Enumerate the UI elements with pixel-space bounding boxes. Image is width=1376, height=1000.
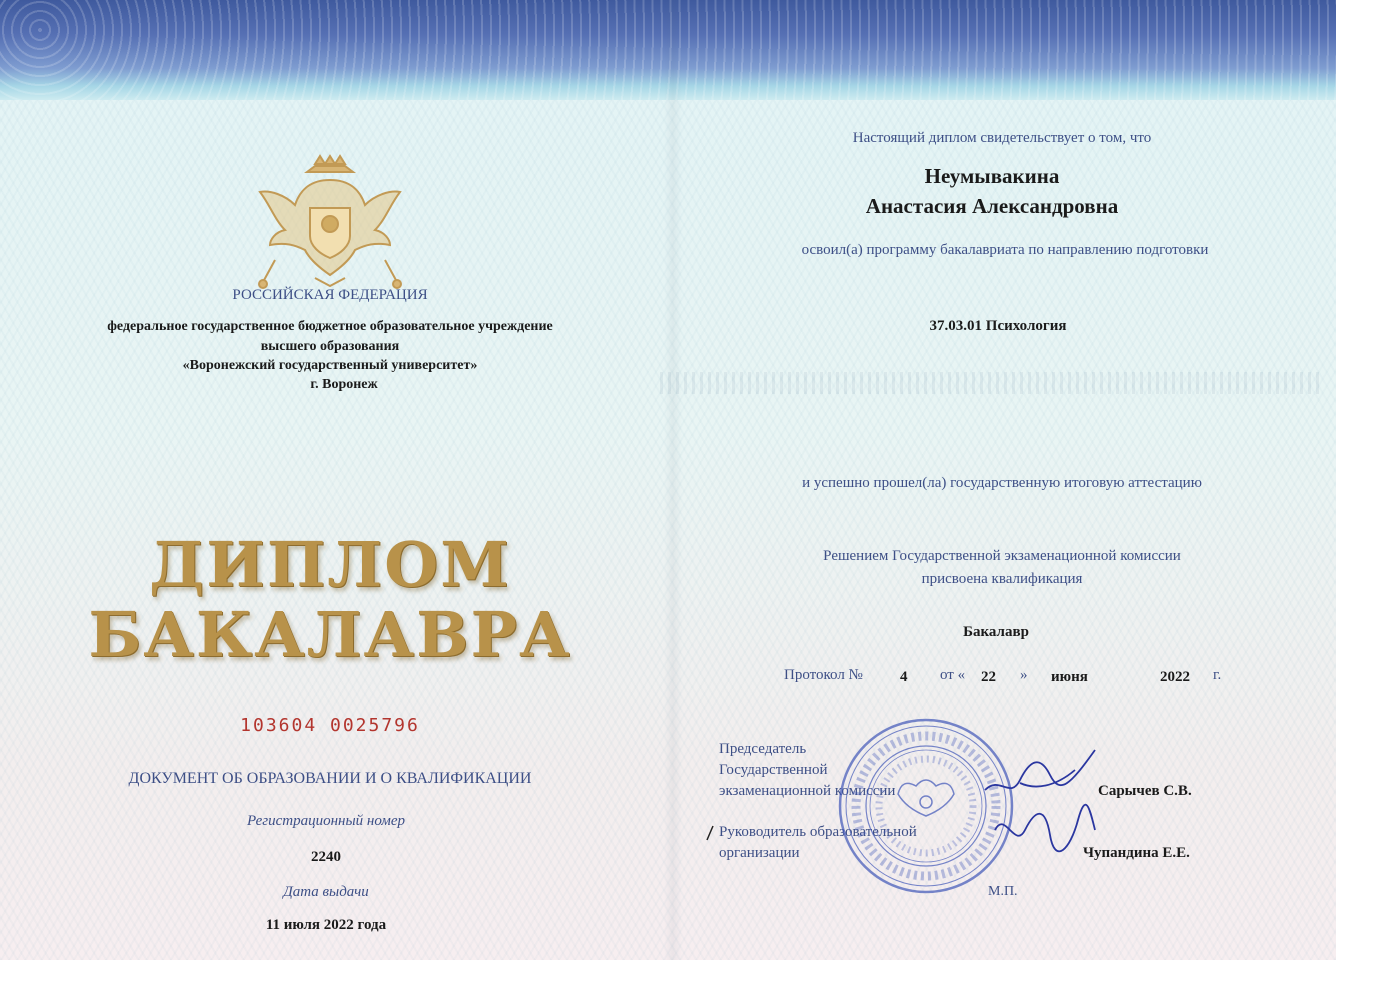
chair-title-line-2: Государственной: [719, 762, 828, 778]
chair-name: Сарычев С.В.: [1098, 783, 1192, 799]
protocol-number: 4: [900, 669, 908, 685]
document-type: ДОКУМЕНТ ОБ ОБРАЗОВАНИИ И О КВАЛИФИКАЦИИ: [128, 770, 532, 787]
margin-mark: [704, 824, 716, 842]
chair-signature: [980, 745, 1100, 805]
commission-line-1: Решением Государственной экзаменационной комиссии: [823, 548, 1181, 564]
institution-line-3: «Воронежский государственный университет»: [182, 358, 478, 373]
protocol-month: июня: [1051, 669, 1088, 685]
intro-text: Настоящий диплом свидетельствует о том, что: [852, 130, 1152, 146]
issue-date: 11 июля 2022 года: [265, 917, 387, 933]
institution-line-2: высшего образования: [260, 339, 400, 354]
attestation-text: и успешно прошел(ла) государственную итоговую аттестацию: [802, 475, 1202, 491]
protocol-from-label: от «: [940, 667, 966, 683]
seal-place-label: М.П.: [988, 884, 1018, 899]
head-name: Чупандина Е.Е.: [1083, 845, 1190, 861]
head-signature: [990, 800, 1100, 855]
serial-number: 103604 0025796: [240, 715, 420, 736]
registration-number: 2240: [311, 849, 341, 865]
head-title-line-2: организации: [719, 845, 800, 861]
issue-date-label: Дата выдачи: [283, 884, 369, 900]
specialty: 37.03.01 Психология: [929, 318, 1067, 334]
graduate-surname: Неумывакина: [924, 164, 1060, 188]
commission-line-2: присвоена квалификация: [921, 571, 1083, 587]
protocol-quote-close: »: [1020, 667, 1028, 683]
protocol-year-suffix: г.: [1213, 667, 1222, 683]
institution-line-1: федеральное государственное бюджетное образовательное учреждение: [107, 319, 553, 334]
coat-of-arms-emblem: [255, 150, 405, 290]
watermark-line: [660, 372, 1320, 394]
protocol-day: 22: [981, 669, 996, 685]
graduate-given-names: Анастасия Александровна: [865, 194, 1119, 218]
diploma-title-line-1: ДИПЛОМ: [149, 528, 511, 601]
registration-label: Регистрационный номер: [246, 813, 406, 829]
qualification: Бакалавр: [963, 624, 1029, 640]
head-title-line-1: Руководитель образовательной: [719, 824, 917, 840]
protocol-year: 2022: [1160, 669, 1190, 685]
country-name: РОССИЙСКАЯ ФЕДЕРАЦИЯ: [232, 287, 428, 303]
chair-title-line-3: экзаменационной комиссии: [719, 783, 896, 799]
page-fold: [664, 0, 682, 960]
official-seal-stamp: [836, 716, 1016, 896]
program-text: освоил(а) программу бакалавриата по направлению подготовки: [801, 242, 1209, 258]
institution-city: г. Воронеж: [310, 377, 378, 392]
diploma-title-line-2: БАКАЛАВРА: [88, 598, 572, 671]
protocol-label: Протокол №: [784, 667, 863, 683]
chair-title-line-1: Председатель: [719, 741, 807, 757]
